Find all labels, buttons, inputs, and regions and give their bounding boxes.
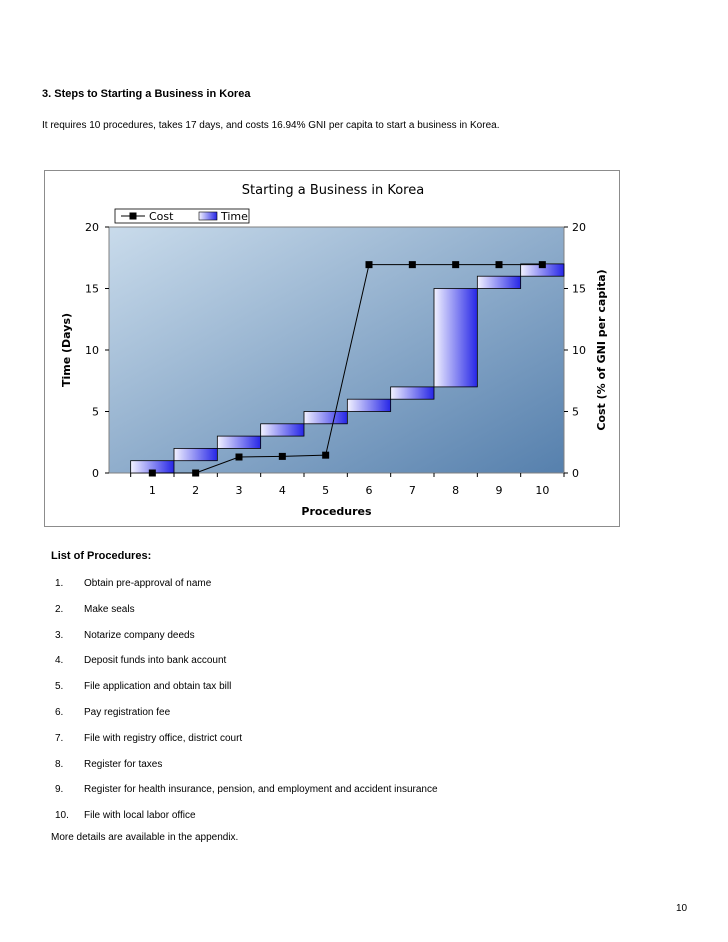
cost-marker bbox=[192, 470, 199, 477]
procedure-number: 1. bbox=[55, 578, 64, 589]
time-bar bbox=[477, 276, 520, 288]
cost-marker bbox=[149, 470, 156, 477]
procedure-number: 2. bbox=[55, 603, 64, 615]
cost-marker bbox=[496, 261, 503, 268]
procedure-item bbox=[55, 759, 655, 773]
time-bar bbox=[434, 289, 477, 387]
procedure-text: Obtain pre-approval of name bbox=[84, 578, 212, 589]
x-tick-label: 9 bbox=[495, 484, 503, 497]
procedure-number: 3. bbox=[55, 629, 64, 641]
y-tick-label: 15 bbox=[85, 282, 99, 296]
y2-tick-label: 15 bbox=[572, 282, 586, 296]
procedures-heading: List of Procedures: bbox=[51, 550, 152, 562]
time-bar bbox=[347, 399, 390, 411]
x-tick-label: 4 bbox=[278, 484, 286, 497]
legend-cost-label: Cost bbox=[149, 210, 174, 223]
procedure-text: File with registry office, district court bbox=[84, 732, 243, 744]
intro-paragraph: It requires 10 procedures, takes 17 days, and costs 16.94% GNI per capita to start a business in Korea. bbox=[42, 120, 500, 131]
y-tick-label: 5 bbox=[92, 405, 99, 419]
section-title: 3. Steps to Starting a Business in Korea bbox=[42, 88, 251, 100]
page-number: 10 bbox=[676, 903, 688, 914]
procedure-number: 7. bbox=[55, 732, 64, 744]
procedure-item bbox=[55, 578, 655, 592]
procedure-item bbox=[55, 784, 655, 798]
procedure-text: File application and obtain tax bill bbox=[84, 681, 232, 693]
procedure-text: Notarize company deeds bbox=[84, 629, 195, 641]
time-bar bbox=[174, 448, 217, 460]
y2-tick-label: 10 bbox=[572, 344, 586, 357]
procedure-text: File with local labor office bbox=[84, 810, 196, 822]
y-axis-title: Time (Days) bbox=[60, 312, 73, 388]
chart-title: Starting a Business in Korea bbox=[241, 183, 425, 198]
x-tick-label: 1 bbox=[148, 484, 156, 497]
procedure-text: Register for taxes bbox=[84, 758, 163, 770]
procedure-item bbox=[55, 604, 655, 618]
cost-marker bbox=[409, 261, 416, 268]
x-tick-label: 6 bbox=[365, 484, 373, 497]
procedure-number: 10. bbox=[55, 810, 69, 822]
gantt-cost-chart bbox=[45, 171, 621, 528]
x-tick-label: 7 bbox=[408, 484, 416, 497]
y2-tick-label: 0 bbox=[572, 467, 579, 480]
time-bar bbox=[304, 412, 347, 424]
procedure-number: 4. bbox=[55, 655, 64, 667]
x-tick-label: 10 bbox=[535, 484, 550, 497]
cost-marker bbox=[322, 452, 329, 459]
procedure-item bbox=[55, 630, 655, 644]
procedure-item bbox=[55, 655, 655, 669]
x-tick-label: 3 bbox=[235, 484, 243, 497]
x-tick-label: 8 bbox=[452, 484, 460, 497]
procedure-item bbox=[55, 681, 655, 695]
time-bar bbox=[261, 424, 304, 436]
chart-frame bbox=[44, 170, 620, 527]
cost-marker bbox=[279, 453, 286, 460]
y2-tick-label: 5 bbox=[572, 405, 579, 419]
cost-marker bbox=[452, 261, 459, 268]
procedure-item bbox=[55, 707, 655, 721]
y-tick-label: 0 bbox=[92, 467, 99, 480]
y2-tick-label: 20 bbox=[572, 221, 586, 234]
appendix-note: More details are available in the appendix. bbox=[51, 832, 239, 843]
legend-cost-marker bbox=[130, 213, 137, 220]
procedure-number: 8. bbox=[55, 758, 64, 770]
procedure-text: Make seals bbox=[84, 603, 135, 615]
procedure-item bbox=[55, 733, 655, 747]
procedure-text: Register for health insurance, pension, and employment and accident insurance bbox=[84, 784, 438, 796]
time-bar bbox=[391, 387, 434, 399]
y2-axis-title: Cost (% of GNI per capita) bbox=[595, 269, 608, 431]
y-tick-label: 10 bbox=[85, 344, 99, 357]
procedure-item bbox=[55, 810, 655, 824]
legend-time-label: Time bbox=[221, 210, 248, 223]
procedure-text: Pay registration fee bbox=[84, 707, 171, 718]
x-axis-title: Procedures bbox=[301, 505, 372, 518]
procedure-text: Deposit funds into bank account bbox=[84, 655, 227, 667]
x-tick-label: 2 bbox=[192, 484, 200, 497]
procedure-number: 6. bbox=[55, 707, 64, 718]
cost-marker bbox=[366, 261, 373, 268]
time-bar bbox=[217, 436, 260, 448]
procedure-number: 9. bbox=[55, 784, 64, 796]
cost-marker bbox=[236, 454, 243, 461]
procedure-number: 5. bbox=[55, 681, 64, 693]
x-tick-label: 5 bbox=[322, 484, 330, 497]
y-tick-label: 20 bbox=[85, 221, 99, 234]
legend-time-swatch bbox=[199, 212, 217, 220]
cost-marker bbox=[539, 261, 546, 268]
